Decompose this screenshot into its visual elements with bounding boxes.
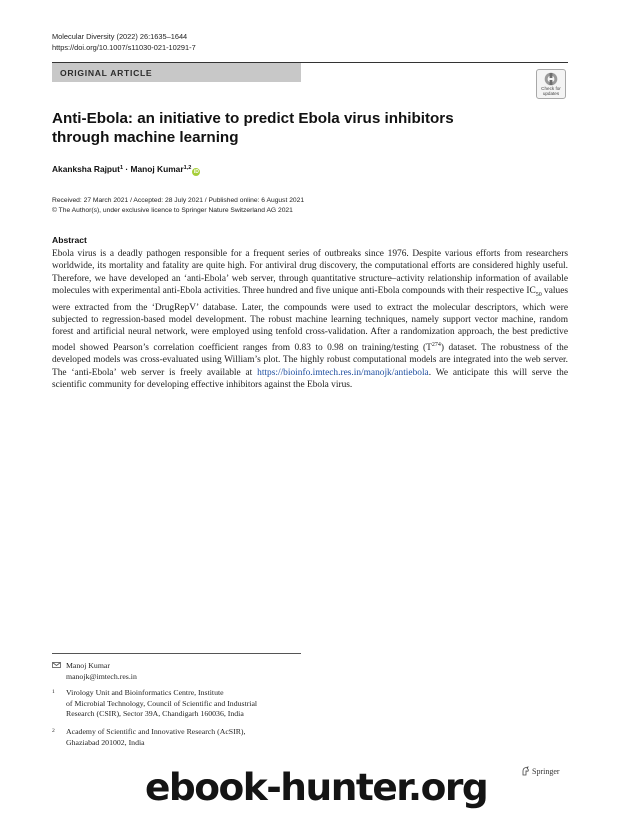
title-line-2: through machine learning <box>52 129 239 146</box>
corresponding-author-email[interactable]: manojk@imtech.res.in <box>66 672 137 681</box>
abstract-text-2: values were extracted from the ‘DrugRepV’ database. Later, the compounds were used to extract the molecular descriptors, which were subjected to regression-based model development. The robust machine learning techniques, namely support vector machine, random forest and artificial neural network, were employed using tenfold cross-validation. After a randomization approach, the best predictive model showed Pearson’s correlation coefficient ranges from 0.83 to 0.98 on training/testing (T <box>52 286 569 353</box>
footnote-rule <box>52 653 301 654</box>
orcid-icon[interactable]: iD <box>193 169 199 175</box>
affiliation-number: 2 <box>52 728 55 734</box>
journal-citation: Molecular Diversity (2022) 26:1635–1644 <box>52 32 188 41</box>
abstract-text-4: . We anticipate this will serve the scientific community for developing effective inhibitors against the Ebola virus. <box>52 367 568 391</box>
affiliation-line: of Microbial Technology, Council of Scientific and Industrial <box>66 698 258 708</box>
check-updates-label-2: updates <box>542 91 560 96</box>
crossmark-icon <box>544 72 558 86</box>
publisher-name: Springer <box>532 767 560 776</box>
author-separator: · <box>123 164 131 174</box>
journal-doi[interactable]: https://doi.org/10.1007/s11030-021-10291-7 <box>52 43 196 52</box>
author-2[interactable]: Manoj Kumar <box>130 164 184 174</box>
affiliation-number: 1 <box>52 689 55 695</box>
article-type-banner: ORIGINAL ARTICLE <box>52 63 301 82</box>
author-1[interactable]: Akanksha Rajput <box>52 164 120 174</box>
copyright-notice: © The Author(s), under exclusive licence to Springer Nature Switzerland AG 2021 <box>52 207 293 214</box>
corresponding-author-name: Manoj Kumar <box>66 661 110 670</box>
affiliation-line: Academy of Scientific and Innovative Research (AcSIR), <box>66 727 246 736</box>
publication-dates <box>52 196 304 216</box>
affiliation-line: Virology Unit and Bioinformatics Centre, Institute <box>66 688 224 697</box>
author-1-affiliation: 1 <box>119 165 124 171</box>
springer-horse-icon <box>521 766 530 776</box>
publisher-mark <box>521 766 560 776</box>
abstract-body <box>52 248 568 391</box>
author-list <box>52 164 200 176</box>
journal-info <box>52 31 196 53</box>
paper-title <box>52 109 472 147</box>
abstract-text-1: Ebola virus is a deadly pathogen responsible for a frequent series of outbreaks since 1976. Despite various efforts from researchers worldwide, its mortality and fatality are quite high. For antiviral drug discovery, the computational efforts are considered highly useful. Therefore, we have developed an ‘anti-Ebola’ web server, through quantitative structure–activity relationship information of available molecules with experimental anti-Ebola activities. Three hundred and five unique anti-Ebola compounds with their respective IC <box>52 249 568 297</box>
abstract-subscript: 50 <box>535 292 542 299</box>
affiliation-line: Ghaziabad 201002, India <box>66 737 145 747</box>
check-for-updates-button[interactable] <box>536 69 566 99</box>
affiliation-line: Research (CSIR), Sector 39A, Chandigarh 160036, India <box>66 709 244 719</box>
mail-icon <box>52 662 61 668</box>
title-line-1: Anti-Ebola: an initiative to predict Ebola virus inhibitors <box>52 110 454 127</box>
abstract-text-3: ) dataset. The robustness of the developed models was cross-evaluated using William’s plot. The highly robust computational models are integrated into the web server. The ‘anti-Ebola’ web server is freely available at <box>52 342 568 378</box>
abstract-heading: Abstract <box>52 235 87 245</box>
check-updates-label-1: Check for <box>541 86 561 91</box>
watermark-text: ebook-hunter.org <box>145 765 488 809</box>
author-2-affiliation: 1,2 <box>183 165 192 171</box>
date-history: Received: 27 March 2021 / Accepted: 28 July 2021 / Published online: 6 August 2021 <box>52 197 305 204</box>
webserver-link[interactable]: https://bioinfo.imtech.res.in/manojk/antiebola <box>257 367 429 378</box>
abstract-superscript: 274 <box>431 341 441 348</box>
